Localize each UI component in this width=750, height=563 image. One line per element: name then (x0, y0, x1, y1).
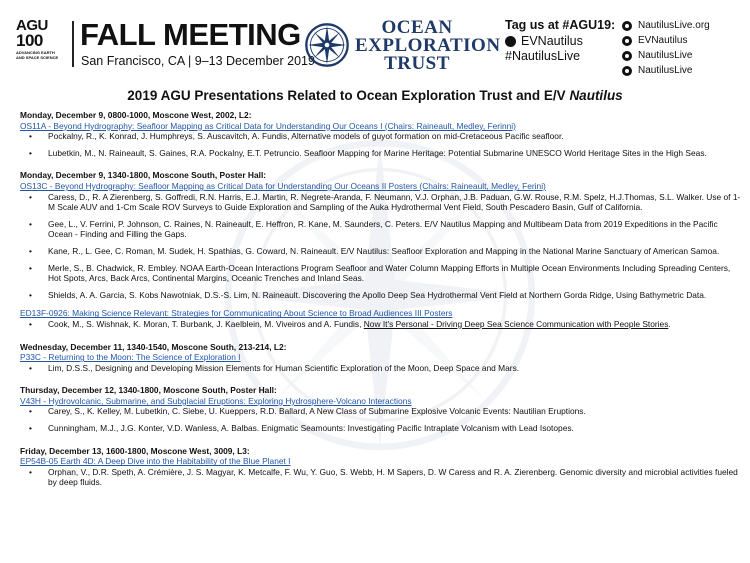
oet-compass-icon (304, 22, 350, 68)
session-ed13f (20, 308, 742, 329)
list-item: • Caress, D., R. A Zierenberg, S. Goffredi, R.N. Harris, E.J. Martin, R. Negrete-Aranda, F. Neumann, V.J. Orphan, J.B. Paduan, G.W. Rouse, R.M. Spelz, H.J.Thomas, S.L. Walker. Use of 1-M Scale AUV and 1-Cm Scale ROV Surveys to Guide Exploration and Sampling of the Auka Hydrothermal Vent Field, South Pescadero Basin, Gulf of California. (20, 192, 742, 213)
twitter-handle[interactable]: EVNautilus (521, 33, 583, 48)
session-thursday (20, 385, 742, 433)
list-item: • Gee, L., V. Ferrini, P. Johnson, C. Raines, N. Raineault, E. Heffron, R. Kane, M. Saunders, C. Peters. E/V Nautilus Mapping and Multibeam Data from 2019 Expeditions in the Pacific Ocean - Finding and Filling the Gaps. (20, 219, 742, 240)
social-facebook-label[interactable]: NautilusLive (638, 65, 693, 76)
list-item: • Shields, A. A. Garcia, S. Kobs Nawotniak, D.S.-S. Lim, N. Raineault. Discovering the Apollo Deep Sea Hydrothermal Vent Field at Northern Gorda Ridge, Using Bathymetric Data. (20, 290, 742, 301)
hashtag[interactable]: #NautilusLive (505, 49, 581, 63)
social-twitter-label[interactable]: EVNautilus (638, 35, 688, 46)
meeting-title: FALL MEETING (80, 17, 301, 52)
list-item: • Lubetkin, M., N. Raineault, S. Gaines, R.A. Pockalny, E.T. Petruncio. Seafloor Mapping for Marine Heritage: Potential Submarine UNESCO World Heritage Sites in the High Seas. (20, 148, 742, 159)
session-link[interactable]: OS13C - Beyond Hydrography: Seafloor Mapping as Critical Data for Understanding Our Oceans II Posters (Chairs: Raineault, Medley, Ferini) (20, 180, 546, 191)
twitter-icon (505, 36, 516, 47)
social-facebook[interactable] (622, 63, 710, 78)
header (0, 0, 750, 85)
meeting-subtitle: San Francisco, CA | 9–13 December 2019 (81, 54, 315, 68)
sessions-list (20, 110, 742, 500)
session-wednesday (20, 342, 742, 374)
twitter-row[interactable] (505, 34, 615, 50)
oet-line2: EXPLORATION (355, 35, 501, 56)
social-instagram-label[interactable]: NautilusLive (638, 50, 693, 61)
oet-line3: TRUST (384, 53, 450, 74)
social-instagram[interactable] (622, 48, 710, 63)
session-link[interactable]: ED13F-0926: Making Science Relevant: Strategies for Communicating About Science to Broad Audiences III Posters (20, 308, 453, 319)
session-link[interactable]: P33C - Returning to the Moon: The Science of Exploration I (20, 352, 241, 363)
agu100-logo (16, 18, 68, 68)
session-friday (20, 446, 742, 488)
item-title-link[interactable]: Now It's Personal - Driving Deep Sea Science Communication with People Stories (363, 318, 669, 329)
session-monday-am (20, 110, 742, 158)
oet-line1: OCEAN (381, 17, 453, 38)
oet-wordmark (355, 17, 501, 74)
list-item: • Lim, D.S.S., Designing and Developing Mission Elements for Human Scientific Exploration of the Moon, Deep Space and Mars. (20, 363, 742, 374)
social-website-label[interactable]: NautilusLive.org (638, 20, 710, 31)
document-title-text: 2019 AGU Presentations Related to Ocean Exploration Trust and E/V (127, 88, 566, 103)
session-heading: Friday, December 13, 1600-1800, Moscone West, 3009, L3: (20, 445, 250, 456)
list-item: • Kane, R., L. Gee, C. Roman, M. Sudek, H. Spathias, G. Coward, N. Raineault. E/V Nautilus: Seafloor Exploration and Mapping in the National Marine Sanctuary of American Samoa. (20, 246, 742, 257)
logo-divider (72, 21, 74, 67)
session-heading: Monday, December 9, 0800-1000, Moscone West, 2002, L2: (20, 110, 252, 120)
list-item: • Orphan, V., D.R. Speth, A. Crémière, J. S. Magyar, K. Metcalfe, F. Wu, Y. Guo, S. Webb, H. M Sapers, D. W Caress and R. A. Zierenberg. Genomic diversity and microbial activities fueled by deep fluids. (20, 467, 742, 488)
twitter-icon (622, 36, 632, 46)
list-item (20, 319, 742, 330)
social-website[interactable] (622, 18, 710, 33)
agu-line2: 100 (16, 31, 43, 50)
list-item: • Carey, S., K. Kelley, M. Lubetkin, C. Siebe, U. Kueppers, R.D. Ballard, A New Class of Submarine Explosive Volcanic Events: Nautilian Eruptions. (20, 406, 742, 417)
social-twitter[interactable] (622, 33, 710, 48)
list-item: • Merle, S., B. Chadwick, R. Embley. NOAA Earth-Ocean Interactions Program Seafloor and Water Column Mapping Efforts in Multiple Ocean Environments Including Spreading Centers, Hot Spots, Arcs, Back Arcs, Continental Margins, Oceanic Trenches and Inland Seas. (20, 263, 742, 284)
agu-line1: AGU (16, 17, 48, 34)
session-link[interactable]: OS11A - Beyond Hydrography: Seafloor Mapping as Critical Data for Understanding Our Oceans I (Chairs: Raineault, Medley, Ferinni) (20, 120, 516, 131)
tag-us-block (505, 18, 615, 65)
list-item: • Pockalny, R., K. Konrad, J. Humphreys, S. Auscavitch, A. Fundis, Alternative models of guyot formation on mid-Cretaceous Pacific seafloor. (20, 131, 742, 142)
session-heading: Monday, December 9, 1340-1800, Moscone South, Poster Hall: (20, 170, 267, 181)
session-heading: Wednesday, December 11, 1340-1540, Moscone South, 213-214, L2: (20, 341, 287, 352)
instagram-icon (622, 51, 632, 61)
session-heading: Thursday, December 12, 1340-1800, Moscone South, Poster Hall: (20, 385, 277, 396)
session-monday-pm (20, 170, 742, 300)
agu-tagline: ADVANCING EARTH AND SPACE SCIENCE (16, 50, 59, 60)
item-suffix: . (668, 318, 671, 329)
session-link[interactable]: EP54B-05 Earth 4D: A Deep Dive into the Habitability of the Blue Planet I (20, 456, 291, 467)
session-link[interactable]: V43H - Hydrovolcanic, Submarine, and Subglacial Eruptions: Exploring Hydrosphere-Volcano Interactions (20, 395, 412, 406)
tag-us-label: Tag us at #AGU19: (505, 18, 616, 32)
document-title-italic: Nautilus (569, 88, 623, 103)
facebook-icon (622, 66, 632, 76)
document-title (0, 88, 750, 103)
social-links (622, 18, 710, 78)
item-authors: Cook, M., S. Wishnak, K. Moran, T. Burbank, J. Kaelblein, M. Viveiros and A. Fundis, (48, 318, 362, 329)
list-item: • Cunningham, M.J., J.G. Konter, V.D. Wanless, A. Balbas. Enigmatic Seamounts: Investigating Pacific Intraplate Volcanism with Lead Isotopes. (20, 423, 742, 434)
globe-icon (622, 21, 632, 31)
